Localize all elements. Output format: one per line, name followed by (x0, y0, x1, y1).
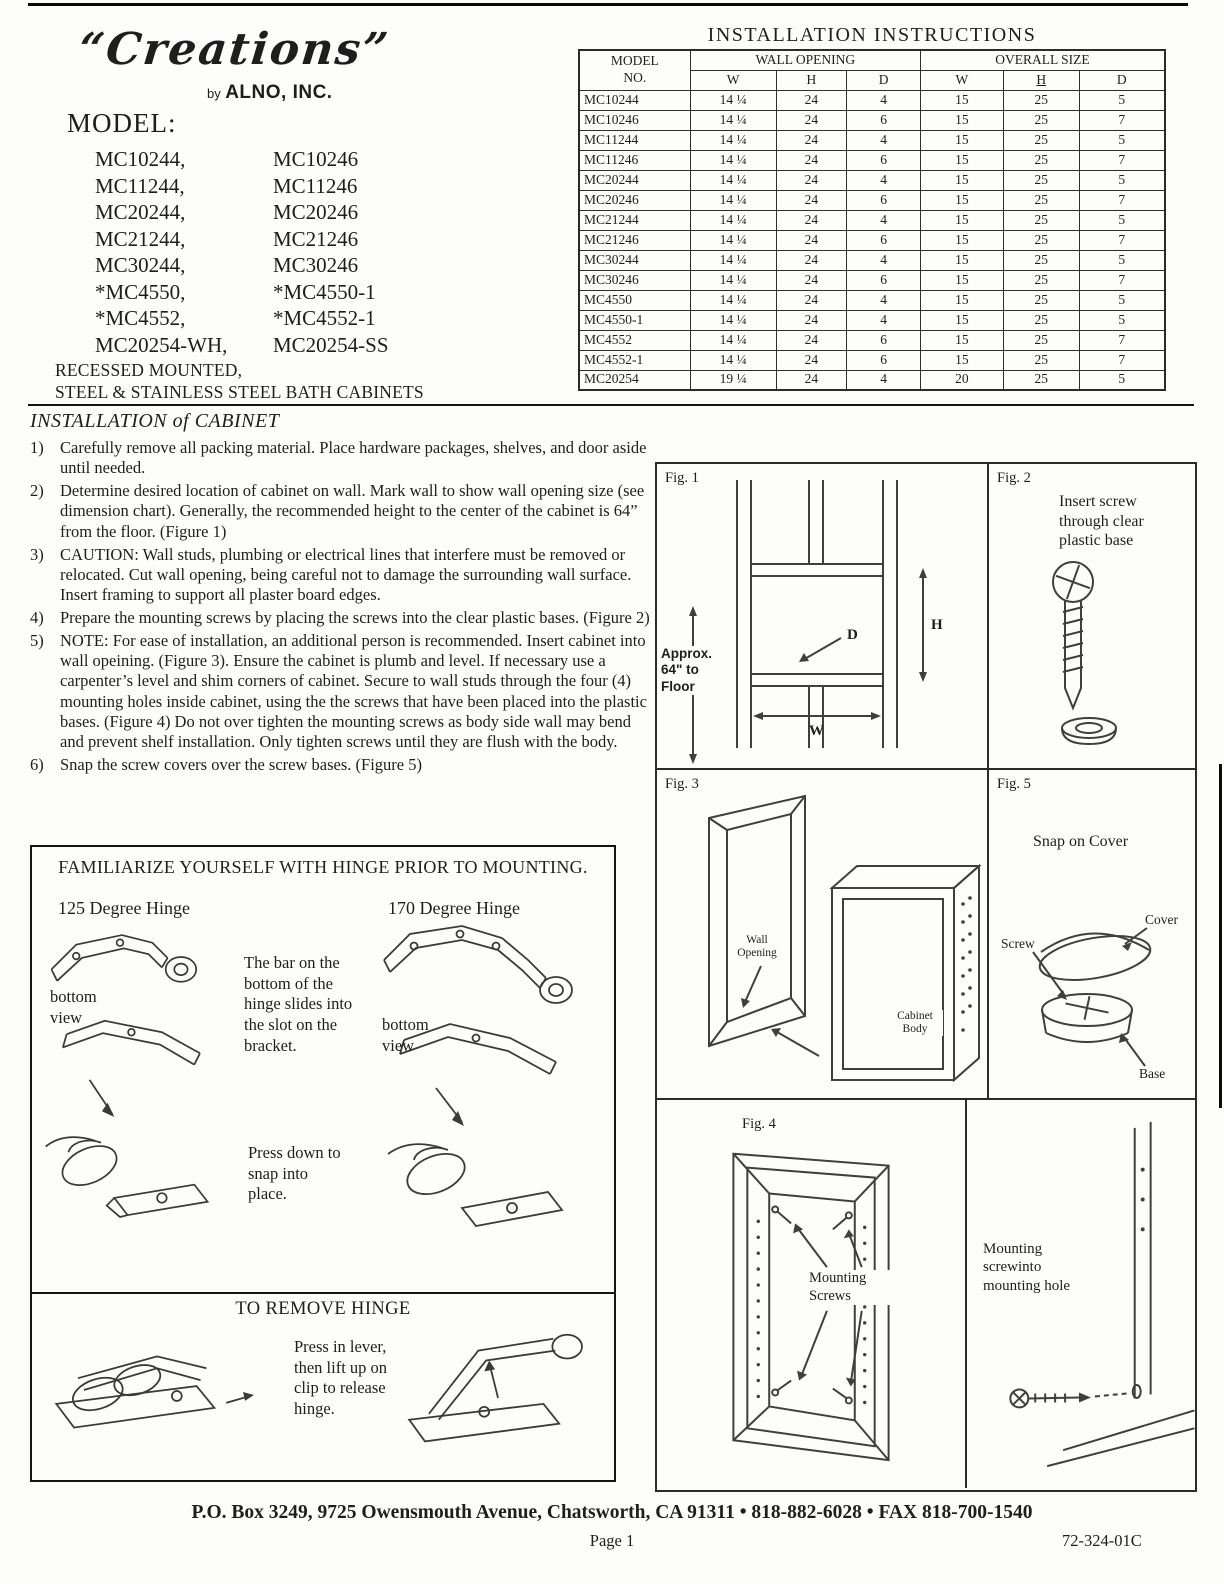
footer-doc-code: 72-324-01C (1062, 1531, 1142, 1550)
spec-model-cell: MC30246 (579, 270, 690, 290)
instruction-text: Carefully remove all packing material. Place hardware packages, shelves, and door aside until needed. (60, 438, 647, 478)
spec-header-model-line1: MODEL (610, 53, 659, 69)
instruction-number: 6) (30, 754, 44, 774)
spec-dim-cell: 24 (776, 350, 847, 370)
spec-model-cell: MC20246 (579, 190, 690, 210)
spec-dim-cell: 6 (847, 150, 921, 170)
figures-panel (655, 462, 1197, 1492)
fig5-cover-label: Cover (1145, 912, 1178, 927)
byline-prefix: by (207, 86, 221, 101)
spec-dim-cell: 4 (847, 130, 921, 150)
spec-dim-cell: 7 (1079, 230, 1165, 250)
spec-model-cell: MC11244 (579, 130, 690, 150)
spec-dim-cell: 25 (1003, 130, 1079, 150)
instruction-number: 5) (30, 631, 44, 651)
spec-table-row (579, 370, 1165, 390)
fig3-label: Fig. 3 (665, 776, 699, 792)
model-row (95, 305, 515, 332)
model-number: MC20254-SS (273, 332, 389, 357)
spec-dim-cell: 6 (847, 230, 921, 250)
model-list (95, 146, 515, 358)
fig5-base-label: Base (1139, 1066, 1166, 1081)
spec-dim-cell: 25 (1003, 350, 1079, 370)
figures-row-2 (657, 768, 1195, 1098)
spec-dim-cell: 14 ¼ (690, 90, 776, 110)
spec-table-row (579, 350, 1165, 370)
instruction-text: CAUTION: Wall studs, plumbing or electrical lines that interfere must be removed or relocated. Cut wall opening, being careful not to damage the surrounding wall surface. Insert framing to support all plaster board edges. (60, 544, 632, 604)
spec-table-row (579, 310, 1165, 330)
spec-dim-cell: 25 (1003, 190, 1079, 210)
spec-model-cell: MC10244 (579, 90, 690, 110)
spec-dim-cell: 14 ¼ (690, 230, 776, 250)
remove-hinge-illustration-left (38, 1309, 286, 1477)
spec-dim-cell: 5 (1079, 210, 1165, 230)
hinge-box-title: FAMILIARIZE YOURSELF WITH HINGE PRIOR TO MOUNTING. (58, 857, 588, 877)
scan-artifact-line (1219, 764, 1222, 1108)
spec-table (578, 49, 1166, 391)
instruction-number: 1) (30, 438, 44, 457)
spec-dim-cell: 14 ¼ (690, 270, 776, 290)
spec-model-cell: MC20254 (579, 370, 690, 390)
spec-dim-cell: 25 (1003, 290, 1079, 310)
model-number: MC21244, (95, 226, 186, 251)
spec-dim-cell: 14 ¼ (690, 350, 776, 370)
model-number: MC20254-WH, (95, 332, 228, 357)
spec-model-cell: MC21246 (579, 230, 690, 250)
scan-artifact-line (28, 3, 1188, 6)
footer-address: P.O. Box 3249, 9725 Owensmouth Avenue, Chatsworth, CA 91311 • 818-882-6028 • FAX 818-700-1540 (191, 1502, 1033, 1523)
spec-model-cell: MC21244 (579, 210, 690, 230)
instruction-item (30, 481, 656, 541)
model-number: MC10246 (273, 147, 359, 171)
remove-hinge-note: Press in lever, then lift up on clip to release hinge. (294, 1337, 388, 1418)
spec-dim-cell: 14 ¼ (690, 210, 776, 230)
spec-dim-cell: 24 (776, 190, 847, 210)
hinge-170-label: 170 Degree Hinge (388, 898, 520, 918)
spec-dim-cell: 7 (1079, 270, 1165, 290)
spec-dim-cell: 25 (1003, 230, 1079, 250)
hinge-125-label: 125 Degree Hinge (58, 898, 190, 918)
fig5-caption: Snap on Cover (1033, 833, 1129, 850)
model-label: MODEL: (67, 108, 177, 138)
spec-dim-cell: 14 ¼ (690, 150, 776, 170)
spec-table-row (579, 130, 1165, 150)
fig5-screw-label: Screw (1001, 936, 1035, 951)
spec-dim-cell: 5 (1079, 90, 1165, 110)
spec-dim-cell: 25 (1003, 150, 1079, 170)
spec-dim-cell: 24 (776, 250, 847, 270)
model-row (95, 146, 515, 173)
instruction-item (30, 545, 656, 605)
spec-dim-cell: 4 (847, 290, 921, 310)
spec-dim-header: D (847, 70, 921, 90)
instruction-text: Determine desired location of cabinet on wall. Mark wall to show wall opening size (see dimension chart). Generally, the recommended height to the center of the cabinet is 64” from the floor. (Figure 1) (60, 481, 645, 541)
product-description-line1: RECESSED MOUNTED, (55, 360, 243, 380)
spec-dim-cell: 7 (1079, 110, 1165, 130)
spec-dim-cell: 24 (776, 150, 847, 170)
spec-table-body (579, 90, 1165, 390)
model-number: MC20246 (273, 200, 359, 224)
spec-dim-cell: 24 (776, 330, 847, 350)
model-number: MC11244, (95, 173, 185, 198)
model-number: MC30244, (95, 253, 186, 277)
spec-dim-header: H (1003, 70, 1079, 90)
spec-dim-cell: 24 (776, 110, 847, 130)
spec-dim-cell: 5 (1079, 170, 1165, 190)
spec-dim-cell: 15 (920, 250, 1003, 270)
spec-dim-cell: 4 (847, 310, 921, 330)
spec-model-cell: MC4552-1 (579, 350, 690, 370)
spec-table-title: INSTALLATION INSTRUCTIONS (707, 24, 1037, 46)
spec-table-row (579, 210, 1165, 230)
byline-company: ALNO, INC. (225, 82, 333, 103)
figures-row-1 (657, 464, 1195, 768)
hinge-125-illustration (40, 911, 240, 1243)
spec-dim-cell: 5 (1079, 130, 1165, 150)
fig3-cabinet-body-label: Cabinet Body (887, 1010, 943, 1036)
spec-table-row (579, 110, 1165, 130)
spec-model-cell: MC10246 (579, 110, 690, 130)
model-row (95, 173, 515, 200)
spec-dim-header: W (920, 70, 1003, 90)
spec-dim-cell: 25 (1003, 330, 1079, 350)
spec-dim-cell: 15 (920, 190, 1003, 210)
fig4-side-cell (965, 1100, 1195, 1488)
spec-dim-cell: 25 (1003, 270, 1079, 290)
spec-model-cell: MC4552 (579, 330, 690, 350)
model-number: *MC4552-1 (273, 306, 376, 330)
spec-table-row (579, 190, 1165, 210)
fig3-cabinet-insert-diagram (657, 770, 987, 1098)
fig1-dim-w: W (809, 723, 824, 739)
spec-table-row (579, 90, 1165, 110)
spec-dim-cell: 15 (920, 230, 1003, 250)
fig1-label: Fig. 1 (665, 470, 699, 486)
spec-model-cell: MC20244 (579, 170, 690, 190)
spec-header-overall-size: OVERALL SIZE (920, 50, 1165, 70)
hinge-170-illustration (370, 911, 614, 1243)
fig2-label: Fig. 2 (997, 470, 1031, 486)
spec-dim-cell: 4 (847, 250, 921, 270)
model-row (95, 199, 515, 226)
instruction-item (30, 438, 656, 478)
hinge-bar-note: The bar on the bottom of the hinge slides into the slot on the bracket. (244, 953, 353, 1055)
fig3-wall-opening-label: Wall Opening (731, 934, 783, 960)
fig5-label: Fig. 5 (997, 776, 1031, 792)
spec-dim-cell: 15 (920, 110, 1003, 130)
spec-dim-cell: 6 (847, 330, 921, 350)
fig1-dim-d: D (847, 627, 858, 643)
model-number: MC10244, (95, 147, 186, 171)
spec-dim-cell: 20 (920, 370, 1003, 390)
spec-dim-cell: 24 (776, 370, 847, 390)
spec-dim-cell: 7 (1079, 350, 1165, 370)
spec-dim-cell: 25 (1003, 210, 1079, 230)
spec-dim-cell: 24 (776, 210, 847, 230)
footer-page-number: Page 1 (589, 1531, 635, 1550)
instruction-item (30, 608, 656, 628)
spec-dim-cell: 15 (920, 90, 1003, 110)
model-number: MC11246 (273, 173, 358, 198)
hinge-press-note: Press down to snap into place. (248, 1143, 341, 1204)
installation-instructions (30, 410, 656, 778)
product-description-line2: STEEL & STAINLESS STEEL BATH CABINETS (55, 382, 424, 402)
spec-dim-cell: 15 (920, 310, 1003, 330)
spec-dim-cell: 4 (847, 170, 921, 190)
spec-dim-cell: 5 (1079, 250, 1165, 270)
spec-dim-cell: 7 (1079, 330, 1165, 350)
spec-table-row (579, 170, 1165, 190)
spec-model-cell: MC30244 (579, 250, 690, 270)
spec-dim-cell: 24 (776, 290, 847, 310)
spec-dim-cell: 25 (1003, 370, 1079, 390)
brand-block (55, 20, 575, 400)
spec-model-cell: MC11246 (579, 150, 690, 170)
model-row (95, 226, 515, 253)
remove-hinge-title: TO REMOVE HINGE (235, 1299, 411, 1319)
fig4-side-caption: Mounting screwinto mounting hole (983, 1241, 1071, 1294)
fig3-cell (657, 770, 987, 1098)
spec-dim-cell: 14 ¼ (690, 110, 776, 130)
spec-dim-cell: 15 (920, 270, 1003, 290)
spec-dim-cell: 14 ¼ (690, 310, 776, 330)
spec-dim-cell: 4 (847, 370, 921, 390)
spec-dim-cell: 15 (920, 350, 1003, 370)
spec-model-cell: MC4550 (579, 290, 690, 310)
spec-table-row (579, 330, 1165, 350)
spec-table-row (579, 230, 1165, 250)
spec-table-section (578, 24, 1166, 391)
fig5-cell (987, 770, 1195, 1098)
spec-dim-cell: 15 (920, 330, 1003, 350)
alno-byline (207, 82, 333, 104)
spec-table-row (579, 270, 1165, 290)
spec-dim-cell: 15 (920, 290, 1003, 310)
section-divider (28, 404, 1194, 406)
spec-dim-cell: 7 (1079, 190, 1165, 210)
bottom-view-label-left: bottom view (50, 987, 97, 1027)
spec-dim-cell: 25 (1003, 310, 1079, 330)
hinge-box (30, 845, 616, 1482)
spec-dim-cell: 14 ¼ (690, 170, 776, 190)
spec-table-header (579, 50, 1165, 90)
spec-dim-cell: 24 (776, 310, 847, 330)
bottom-view-label-right: bottom view (382, 1015, 429, 1055)
fig1-dim-h: H (931, 617, 943, 633)
spec-header-model (579, 50, 690, 90)
spec-dim-cell: 25 (1003, 90, 1079, 110)
instruction-text: Snap the screw covers over the screw bases. (Figure 5) (60, 754, 422, 774)
model-number: *MC4550-1 (273, 279, 376, 304)
instruction-number: 4) (30, 608, 44, 627)
spec-dim-cell: 5 (1079, 310, 1165, 330)
model-number: MC30246 (273, 253, 359, 277)
instructions-heading: INSTALLATION of CABINET (30, 410, 280, 432)
spec-dim-cell: 14 ¼ (690, 190, 776, 210)
instruction-number: 3) (30, 544, 44, 564)
spec-dim-cell: 25 (1003, 250, 1079, 270)
spec-dim-cell: 15 (920, 130, 1003, 150)
spec-dim-cell: 19 ¼ (690, 370, 776, 390)
spec-dim-cell: 25 (1003, 170, 1079, 190)
model-number: *MC4552, (95, 306, 186, 330)
instruction-item (30, 631, 656, 752)
spec-dim-cell: 5 (1079, 290, 1165, 310)
spec-dim-cell: 6 (847, 350, 921, 370)
spec-dim-cell: 14 ¼ (690, 250, 776, 270)
spec-dim-header: W (690, 70, 776, 90)
spec-table-row (579, 250, 1165, 270)
spec-dim-header: H (776, 70, 847, 90)
spec-header-wall-opening: WALL OPENING (690, 50, 920, 70)
spec-dim-cell: 14 ¼ (690, 130, 776, 150)
creations-logo: “Creations” (76, 24, 393, 75)
model-row (95, 252, 515, 279)
spec-dim-cell: 14 ¼ (690, 290, 776, 310)
spec-dim-cell: 15 (920, 210, 1003, 230)
spec-dim-cell: 24 (776, 230, 847, 250)
spec-header-model-line2: NO. (623, 70, 647, 86)
spec-dim-cell: 4 (847, 210, 921, 230)
fig4-cell (657, 1100, 965, 1488)
spec-table-row (579, 150, 1165, 170)
spec-dim-cell: 25 (1003, 110, 1079, 130)
spec-dim-cell: 15 (920, 150, 1003, 170)
model-number: *MC4550, (95, 279, 186, 304)
instruction-list (30, 438, 656, 775)
figures-row-3 (657, 1098, 1195, 1488)
spec-dim-cell: 14 ¼ (690, 330, 776, 350)
spec-dim-header: D (1079, 70, 1165, 90)
fig4-label: Fig. 4 (742, 1116, 776, 1132)
fig2-caption: Insert screw through clear plastic base (1059, 493, 1144, 550)
instruction-number: 2) (30, 481, 44, 501)
spec-dim-cell: 24 (776, 130, 847, 150)
spec-dim-cell: 5 (1079, 370, 1165, 390)
spec-dim-cell: 7 (1079, 150, 1165, 170)
spec-dim-cell: 15 (920, 170, 1003, 190)
model-number: MC20244, (95, 200, 186, 224)
model-number: MC21246 (273, 226, 359, 251)
spec-dim-cell: 24 (776, 270, 847, 290)
fig4-mounting-screws-label: Mounting Screws (809, 1270, 899, 1305)
hinge-box-divider (32, 1292, 614, 1294)
spec-dim-cell: 4 (847, 90, 921, 110)
spec-dim-cell: 6 (847, 110, 921, 130)
spec-dim-cell: 6 (847, 270, 921, 290)
instruction-text: Prepare the mounting screws by placing the screws into the clear plastic bases. (Figure 2) (60, 608, 650, 627)
spec-dim-cell: 24 (776, 170, 847, 190)
instruction-text: NOTE: For ease of installation, an additional person is recommended. Insert cabinet into wall opeining. (Figure 3). Ensure the cabinet is plumb and level. If necessary use a carpenter’s level and shim corners of cabinet. Secure to wall studs through the four (4) mounting holes inside cabinet, using the the screws that have been placed into the plastic bases. (Figure 4) Do not over tighten the mounting screws as body side wall may bend and prevent shelf installation. Only tighten screws until they are flush with the body. (60, 631, 647, 751)
spec-model-cell: MC4550-1 (579, 310, 690, 330)
fig1-floor-note: Approx. 64" to Floor (661, 646, 727, 695)
fig1-cell (657, 464, 987, 768)
instruction-item (30, 755, 656, 775)
model-row (95, 279, 515, 306)
model-row (95, 332, 515, 359)
fig2-cell (987, 464, 1195, 768)
spec-dim-cell: 6 (847, 190, 921, 210)
fig5-cover-diagram (989, 770, 1195, 1098)
spec-table-row (579, 290, 1165, 310)
remove-hinge-illustration-right (394, 1317, 609, 1475)
spec-dim-cell: 24 (776, 90, 847, 110)
